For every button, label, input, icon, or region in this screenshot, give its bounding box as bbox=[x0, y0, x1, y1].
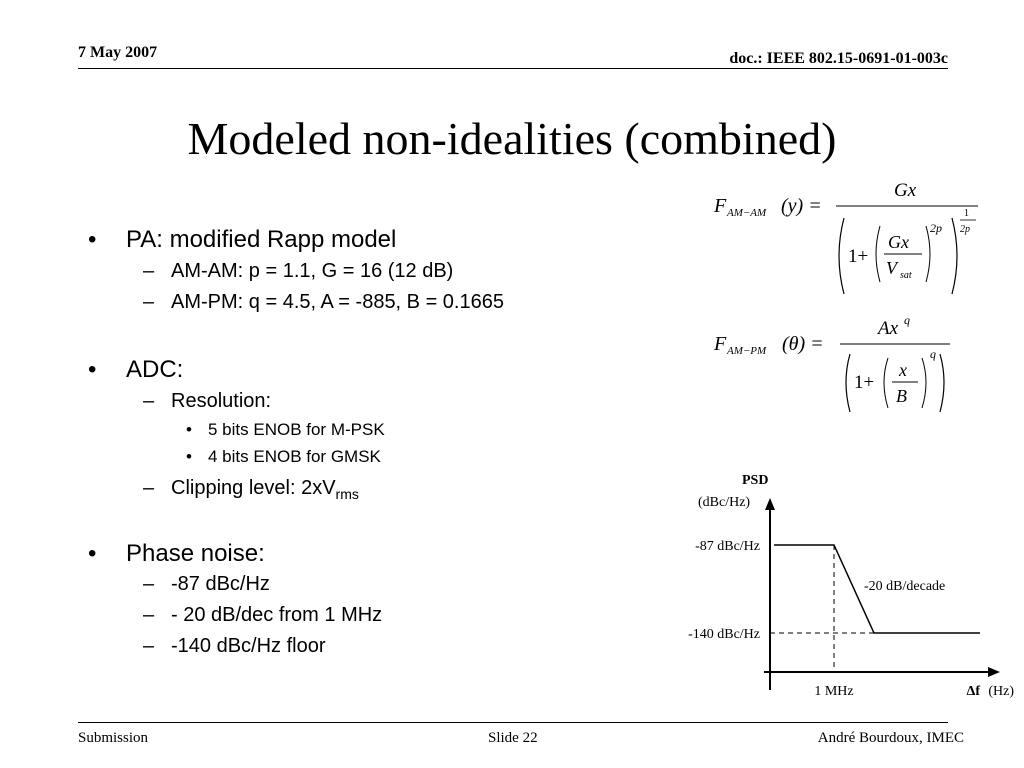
psd-sketch bbox=[660, 470, 1024, 710]
formula-numerator: Ax bbox=[878, 318, 899, 339]
footer-author: André Bourdoux, IMEC bbox=[817, 730, 964, 746]
slope-label: -20 dB/decade bbox=[864, 579, 946, 594]
footer-submission: Submission bbox=[78, 730, 149, 746]
formula-num-exp: q bbox=[904, 313, 910, 327]
slide-title: Modeled non-idealities (combined) bbox=[187, 113, 837, 164]
inner-paren-left bbox=[884, 358, 888, 408]
formula-one-plus: 1+ bbox=[848, 246, 869, 267]
sub-bullet-phase-slope: – - 20 dB/dec from 1 MHz bbox=[143, 604, 383, 626]
x-axis-symbol: Δf bbox=[966, 684, 980, 699]
sub-bullet-text: Resolution: bbox=[171, 390, 272, 412]
paren-left bbox=[846, 354, 850, 412]
x-axis-arrow bbox=[988, 667, 1000, 677]
formula-am-am bbox=[706, 176, 996, 300]
sub-sub-bullet-gmsk: • 4 bits ENOB for GMSK bbox=[186, 447, 381, 466]
x-tick-1mhz: 1 MHz bbox=[814, 684, 854, 699]
inner-numerator: Gx bbox=[888, 232, 909, 252]
formula-sub: AM−AM bbox=[727, 207, 767, 219]
psd-axis-unit: (dBc/Hz) bbox=[698, 495, 751, 510]
sub-bullet-text: - 20 dB/dec from 1 MHz bbox=[171, 604, 383, 626]
formula-f: F bbox=[714, 195, 727, 217]
inner-paren-right bbox=[922, 358, 926, 408]
sub-bullet-phase-87: – -87 dBc/Hz bbox=[143, 573, 270, 595]
inner-exponent: 2p bbox=[930, 221, 942, 235]
header-date: 7 May 2007 bbox=[78, 44, 158, 61]
inner-paren-left bbox=[876, 226, 880, 282]
inner-den-v: V bbox=[886, 258, 897, 278]
formula-arg: (θ) = bbox=[782, 333, 824, 355]
y-axis-arrow bbox=[765, 498, 775, 510]
formula-am-pm bbox=[706, 312, 966, 422]
sub-sub-bullet-text: 5 bits ENOB for M-PSK bbox=[208, 420, 385, 439]
outer-exp-den: 2p bbox=[960, 224, 970, 235]
x-axis-unit: (Hz) bbox=[988, 684, 1014, 699]
bullet-adc-label: ADC: bbox=[126, 356, 184, 383]
formula-f: F bbox=[714, 333, 727, 355]
sub-bullet-resolution: – Resolution: bbox=[143, 390, 272, 412]
sub-bullet-text: -140 dBc/Hz floor bbox=[171, 635, 326, 657]
sub-bullet-am-am: – AM-AM: p = 1.1, G = 16 (12 dB) bbox=[143, 260, 454, 282]
formula-sub: AM−PM bbox=[727, 345, 767, 357]
inner-den-sub: sat bbox=[900, 270, 912, 281]
sub-sub-bullet-mpsk: • 5 bits ENOB for M-PSK bbox=[186, 420, 385, 439]
paren-left bbox=[839, 218, 844, 294]
inner-numerator: x bbox=[899, 360, 907, 380]
sub-bullet-phase-floor: – -140 dBc/Hz floor bbox=[143, 635, 326, 657]
sub-sub-bullet-text: 4 bits ENOB for GMSK bbox=[208, 447, 381, 466]
inner-denominator: B bbox=[896, 386, 907, 406]
sub-bullet-clipping: – Clipping level: $2xV_{rms}$ bbox=[143, 477, 359, 502]
sub-bullet-text: Clipping level: 2xV bbox=[171, 477, 336, 499]
header-doc-ref: doc.: IEEE 802.15-0691-01-003c bbox=[729, 50, 948, 67]
footer-slide-number: Slide 22 bbox=[488, 730, 538, 746]
sub-bullet-am-pm: – AM-PM: q = 4.5, A = -885, B = 0.1665 bbox=[143, 291, 504, 313]
outer-exp-num: 1 bbox=[964, 208, 969, 219]
formula-one-plus: 1+ bbox=[854, 372, 875, 393]
formula-arg: (y) = bbox=[781, 195, 822, 217]
bullet-pa-label: PA: modified Rapp model bbox=[126, 226, 397, 253]
formula-numerator: Gx bbox=[894, 180, 917, 201]
paren-right bbox=[952, 218, 957, 294]
paren-right bbox=[940, 354, 944, 412]
sub-bullet-text: AM-AM: p = 1.1, G = 16 (12 dB) bbox=[171, 260, 454, 282]
sub-bullet-text: -87 dBc/Hz bbox=[171, 573, 270, 595]
footer-rule bbox=[78, 722, 948, 723]
clipping-subscript: rms bbox=[335, 486, 359, 502]
sub-bullet-text: AM-PM: q = 4.5, A = -885, B = 0.1665 bbox=[171, 291, 504, 313]
level-low-label: -140 dBc/Hz bbox=[688, 627, 760, 642]
level-high-label: -87 dBc/Hz bbox=[695, 539, 760, 554]
outer-exponent: q bbox=[930, 347, 936, 361]
header-rule bbox=[78, 68, 948, 69]
bullet-phase-label: Phase noise: bbox=[126, 540, 265, 567]
psd-axis-title: PSD bbox=[742, 473, 769, 488]
